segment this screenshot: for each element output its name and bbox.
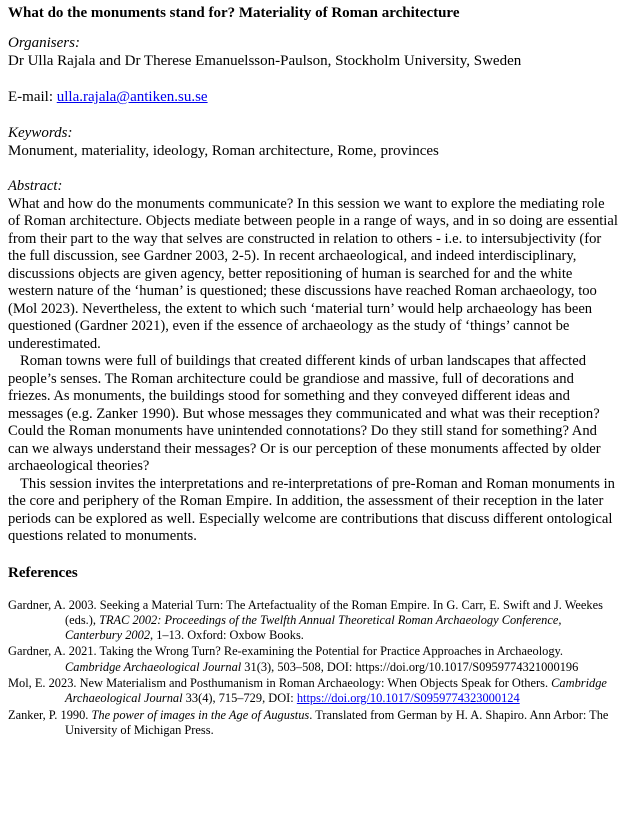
reference-item <box>8 676 619 707</box>
organisers-label: Organisers: <box>8 35 80 51</box>
keywords-label: Keywords: <box>8 125 73 141</box>
reference-text-post: 33(4), 715–729, DOI: <box>182 691 297 706</box>
reference-text: Mol, E. 2023. New Materialism and Posthumanism in Roman Archaeology: When Objects Speak for Others. <box>8 675 552 690</box>
document-title: What do the monuments stand for? Materiality of Roman architecture <box>8 5 460 21</box>
reference-italic: The power of images in the Age of Augustus <box>91 707 310 722</box>
reference-italic: TRAC 2002: Proceedings of the Twelfth Annual Theoretical Roman Archaeology Conference, Canterbury 2002 <box>65 612 562 643</box>
references-list <box>8 598 619 739</box>
reference-text-post: , 1–13. Oxford: Oxbow Books. <box>150 628 304 643</box>
reference-text-post: 31(3), 503–508, DOI: <box>241 659 356 674</box>
email-line <box>8 88 619 106</box>
reference-item <box>8 708 619 739</box>
organisers-text: Dr Ulla Rajala and Dr Therese Emanuelsson-Paulson, Stockholm University, Sweden <box>8 53 522 69</box>
reference-item <box>8 598 619 644</box>
reference-doi-link[interactable]: https://doi.org/10.1017/S0959774323000124 <box>296 691 520 706</box>
reference-italic: Cambridge Archaeological Journal <box>65 675 607 706</box>
email-label: E-mail: <box>8 89 53 105</box>
keywords-text: Monument, materiality, ideology, Roman architecture, Rome, provinces <box>8 143 439 159</box>
reference-item <box>8 644 619 675</box>
email-link[interactable]: ulla.rajala@antiken.su.se <box>56 89 208 105</box>
reference-text: Gardner, A. 2021. Taking the Wrong Turn? Re-examining the Potential for Practice Approaches in Archaeology. <box>8 644 564 659</box>
reference-doi: https://doi.org/10.1017/S0959774321000196 <box>355 659 579 674</box>
abstract-paragraph-2: Roman towns were full of buildings that created different kinds of urban landscapes that affected people’s senses. The Roman architecture could be grandiose and massive, full of decorations and friezes. As monuments, the buildings stood for something and they conveyed different ideas and messages (e.g. Zanker 1990). But whose messages they communicated and what was their reception? Could the Roman monuments have unintended connotations? Do they still stand for something? And can we always understand their messages? Or is our perception of these monuments affected by older archaeological theories? <box>8 353 601 474</box>
abstract-label: Abstract: <box>8 178 63 194</box>
abstract-paragraph-3: This session invites the interpretations and re-interpretations of pre-Roman and Roman monuments in the core and periphery of the Roman Empire. In addition, the assessment of their reception in the later periods can be explored as well. Especially welcome are contributions that discuss different ontological questions related to monuments. <box>8 475 615 544</box>
abstract-section <box>8 178 619 546</box>
reference-text-post: . Translated from German by H. A. Shapiro. Ann Arbor: The University of Michigan Press. <box>65 707 609 737</box>
reference-italic: Cambridge Archaeological Journal <box>65 659 242 674</box>
references-heading: References <box>8 564 78 581</box>
reference-text: Gardner, A. 2003. Seeking a Material Turn: The Artefactuality of the Roman Empire. In G. Carr, E. Swift and J. Weekes (eds.), <box>8 597 603 627</box>
abstract-paragraph-1: What and how do the monuments communicate? In this session we want to explore the mediating role of Roman architecture. Objects mediate between people in a range of ways, and in so doing are essential from their part to the way that selves are constructed in relation to others - i.e. to intersubjectivity (for the full discussion, see Gardner 2003, 2-5). In recent archaeological, and indeed interdisciplinary, discussions objects are given agency, better repositioning of human is searched for and the white western nature of the ‘human’ is questioned; these discussions have reached Roman archaeology, too (Mol 2023). Nevertheless, the extent to which such ‘material turn’ would help archaeology has been questioned (Gardner 2021), even if the essence of archaeology as the study of ‘things’ cannot be underestimated. <box>8 195 618 352</box>
reference-text: Zanker, P. 1990. <box>8 707 92 722</box>
